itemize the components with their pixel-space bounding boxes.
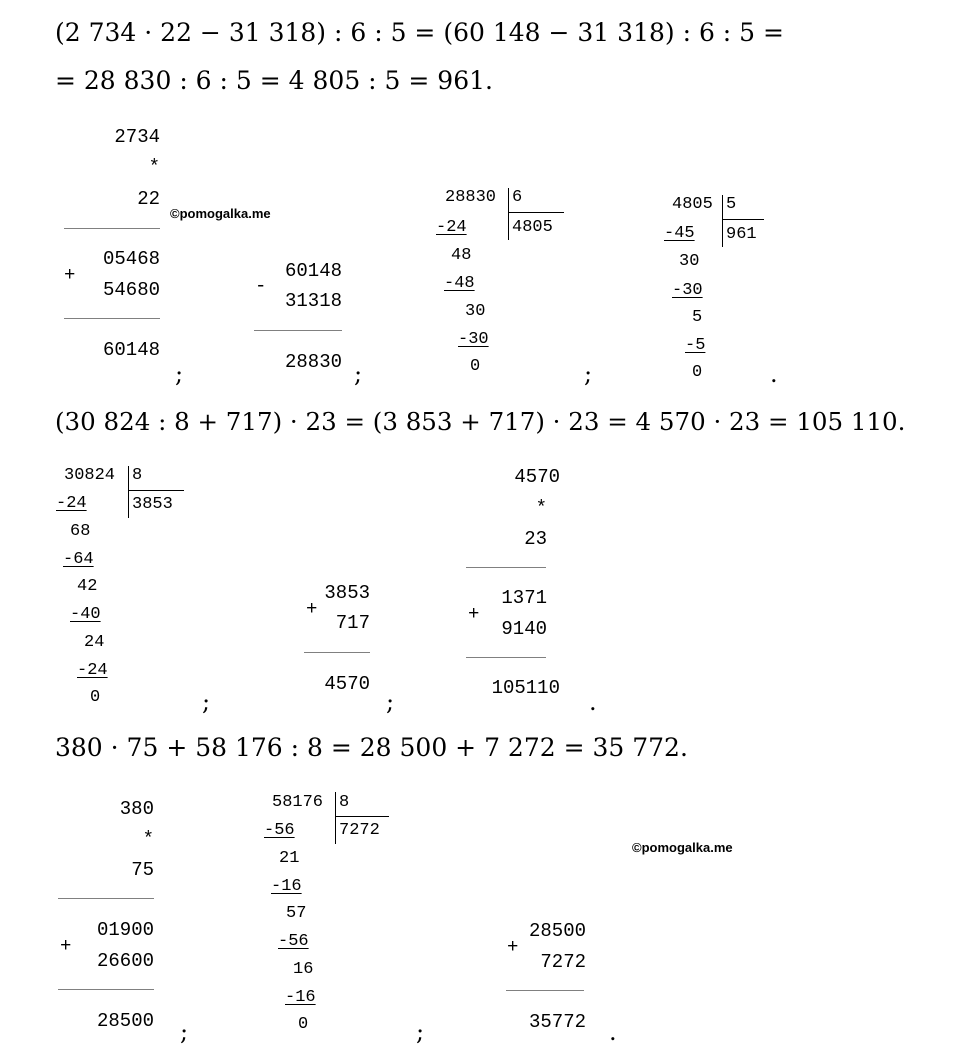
step: -24 — [56, 494, 87, 513]
partial-product-1: 05468 — [102, 248, 160, 270]
division-bar — [128, 466, 129, 518]
step: 0 — [90, 688, 101, 707]
plus-sign: + — [468, 603, 480, 625]
multiply-sign: * — [142, 828, 154, 850]
equation-2: (30 824 : 8 + 717) · 23 = (3 853 + 717) · 23 = 4 570 · 23 = 105 110. — [55, 407, 906, 436]
plus-sign: + — [306, 598, 318, 620]
dividend: 58176 — [272, 793, 324, 812]
divisor-line — [128, 490, 184, 491]
subtrahend: 31318 — [284, 290, 342, 312]
quotient: 7272 — [339, 821, 380, 840]
step: -48 — [444, 274, 475, 293]
factor-a: 2734 — [114, 126, 160, 148]
line — [304, 652, 370, 653]
step: 57 — [286, 904, 307, 923]
dividend: 28830 — [445, 188, 497, 207]
watermark: ©pomogalka.me — [170, 206, 271, 221]
quotient: 961 — [726, 225, 757, 244]
sum: 4570 — [324, 673, 370, 695]
factor-a: 4570 — [514, 466, 560, 488]
partial-product-1: 1371 — [501, 587, 547, 609]
line — [506, 990, 584, 991]
line — [64, 228, 160, 229]
step: 30 — [465, 302, 486, 321]
product: 60148 — [102, 339, 160, 361]
line — [58, 898, 154, 899]
factor-b: 75 — [131, 859, 154, 881]
line — [466, 657, 546, 658]
step: -40 — [70, 605, 101, 624]
step: 0 — [470, 357, 481, 376]
semicolon: ; — [175, 360, 184, 388]
step: 0 — [692, 363, 703, 382]
watermark: ©pomogalka.me — [632, 840, 733, 855]
semicolon: ; — [180, 1018, 189, 1046]
semicolon: ; — [202, 688, 211, 716]
semicolon: ; — [386, 688, 395, 716]
line — [466, 567, 546, 568]
divisor: 6 — [512, 188, 523, 207]
addend-b: 717 — [335, 612, 370, 634]
addend-a: 28500 — [528, 920, 586, 942]
step: -64 — [63, 550, 94, 569]
step: -56 — [264, 821, 295, 840]
dividend: 30824 — [64, 466, 116, 485]
step: 24 — [84, 633, 105, 652]
step: -24 — [436, 218, 467, 237]
addend-b: 7272 — [540, 951, 586, 973]
partial-product-2: 9140 — [501, 618, 547, 640]
partial-product-1: 01900 — [96, 919, 154, 941]
plus-sign: + — [64, 264, 76, 286]
step: 21 — [279, 849, 300, 868]
division-bar — [335, 792, 336, 844]
step: -16 — [285, 988, 316, 1007]
step: 68 — [70, 522, 91, 541]
divisor-line — [508, 212, 564, 213]
division-bar — [508, 188, 509, 240]
plus-sign: + — [507, 936, 519, 958]
step: -5 — [685, 336, 706, 355]
partial-product-2: 26600 — [96, 950, 154, 972]
equation-1-line-2: = 28 830 : 6 : 5 = 4 805 : 5 = 961. — [55, 66, 493, 95]
addend-a: 3853 — [324, 582, 370, 604]
step: 5 — [692, 308, 703, 327]
equation-3: 380 · 75 + 58 176 : 8 = 28 500 + 7 272 = 35 772. — [55, 733, 688, 762]
step: -45 — [664, 224, 695, 243]
divisor-line — [335, 816, 389, 817]
product: 105110 — [491, 677, 560, 699]
step: 30 — [679, 252, 700, 271]
minus-sign: - — [255, 275, 267, 297]
product: 28500 — [96, 1010, 154, 1032]
sum: 35772 — [528, 1011, 586, 1033]
minuend: 60148 — [284, 260, 342, 282]
equation-1-line-1: (2 734 · 22 − 31 318) : 6 : 5 = (60 148 − 31 318) : 6 : 5 = — [55, 18, 784, 47]
step: -56 — [278, 932, 309, 951]
period: . — [770, 360, 778, 388]
quotient: 4805 — [512, 218, 553, 237]
period: . — [589, 688, 597, 716]
line — [254, 330, 342, 331]
step: 48 — [451, 246, 472, 265]
divisor: 8 — [339, 793, 350, 812]
plus-sign: + — [60, 935, 72, 957]
step: -16 — [271, 877, 302, 896]
factor-b: 22 — [137, 188, 160, 210]
multiply-sign: * — [535, 497, 547, 519]
step: 0 — [298, 1015, 309, 1034]
semicolon: ; — [416, 1018, 425, 1046]
semicolon: ; — [584, 360, 593, 388]
step: -24 — [77, 661, 108, 680]
division-bar — [722, 195, 723, 247]
step: 42 — [77, 577, 98, 596]
divisor: 8 — [132, 466, 143, 485]
line — [58, 989, 154, 990]
step: 16 — [293, 960, 314, 979]
factor-a: 380 — [119, 798, 154, 820]
step: -30 — [458, 330, 489, 349]
difference: 28830 — [284, 351, 342, 373]
period: . — [609, 1018, 617, 1046]
divisor: 5 — [726, 195, 737, 214]
dividend: 4805 — [672, 195, 713, 214]
line — [64, 318, 160, 319]
partial-product-2: 54680 — [102, 279, 160, 301]
step: -30 — [672, 281, 703, 300]
semicolon: ; — [354, 360, 363, 388]
factor-b: 23 — [524, 528, 547, 550]
divisor-line — [722, 219, 764, 220]
quotient: 3853 — [132, 495, 173, 514]
multiply-sign: * — [148, 156, 160, 178]
